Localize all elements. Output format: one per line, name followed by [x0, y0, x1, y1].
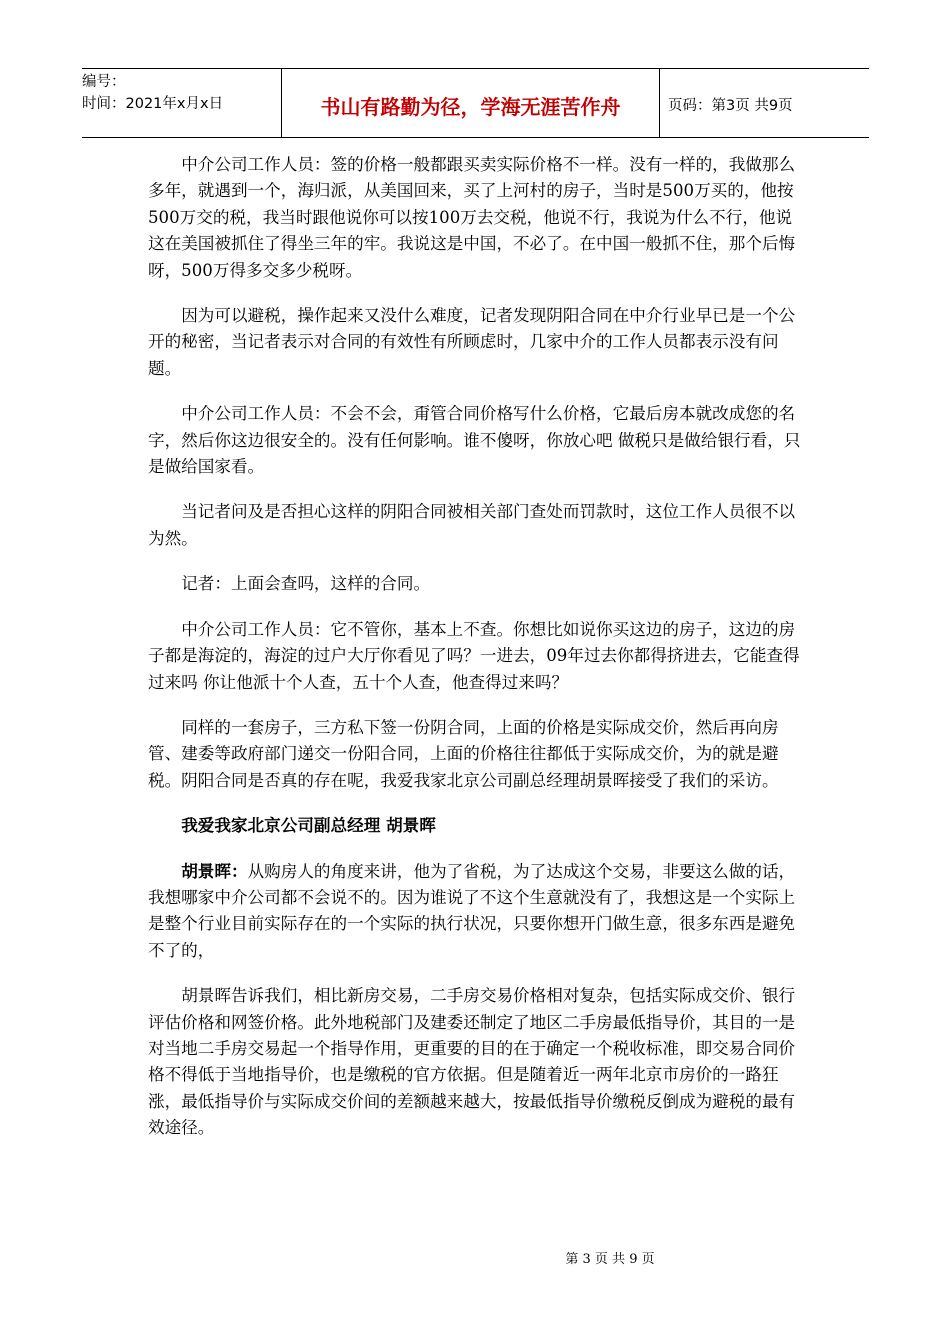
header-page-code: 页码：第3页 共9页 — [668, 97, 793, 114]
header-left-cell — [82, 69, 282, 137]
document-body — [148, 152, 808, 1161]
paragraph: 因为可以避税，操作起来又没什么难度，记者发现阴阳合同在中介行业早已是一个公开的秘密，当记者表示对合同的有效性有所顾虑时，几家中介的工作人员都表示没有问题。 — [148, 306, 796, 378]
page-footer: 第 3 页 共 9 页 — [565, 1252, 655, 1267]
paragraph: 中介公司工作人员：不会不会，甭管合同价格写什么价格，它最后房本就改成您的名字，然后你这边很安全的。没有任何影响。谁不傻呀，你放心吧 做税只是做给银行看，只是做给国家看。 — [148, 404, 801, 477]
closing-paragraph: 胡景晖告诉我们，相比新房交易，二手房交易价格相对复杂，包括实际成交价、银行评估价格和网签价格。此外地税部门及建委还制定了地区二手房最低指导价，其目的一是对当地二手房交易起一个指导作用，更重要的目的在于确定一个税收标准，即交易合同价格不得低于当地指导价，也是缴税的官方依据。但是随着近一两年北京市房价的一路狂涨，最低指导价与实际成交价间的差额越来越大，按最低指导价缴税反倒成为避税的最有效途径。 — [148, 986, 796, 1138]
paragraph: 记者：上面会查吗，这样的合同。 — [181, 574, 431, 594]
header-motto: 书山有路勤为径，学海无涯苦作舟 — [282, 69, 660, 137]
paragraph: 中介公司工作人员：它不管你，基本上不查。你想比如说你买这边的房子，这边的房子都是海淀的，海淀的过户大厅你看见了吗？一进去，09年过去你都得挤进去，它能查得过来吗 你让他派十个人查，五十个人查，他查得过来吗？ — [148, 619, 800, 692]
document-number-label: 编号： — [82, 74, 126, 90]
paragraph: 同样的一套房子，三方私下签一份阴合同，上面的价格是实际成交价，然后再向房管、建委等政府部门递交一份阳合同，上面的价格往往都低于实际成交价，为的就是避税。阴阳合同是否真的存在呢，我爱我家北京公司副总经理胡景晖接受了我们的采访。 — [148, 717, 779, 790]
paragraph: 当记者问及是否担心这样的阴阳合同被相关部门查处而罚款时，这位工作人员很不以为然。 — [148, 502, 796, 548]
page-header — [82, 68, 869, 138]
speaker-name: 胡景晖： — [181, 861, 248, 881]
speaker-text: 从购房人的角度来讲，他为了省税，为了达成这个交易，非要这么做的话，我想哪家中介公司都不会说不的。因为谁说了不这个生意就没有了，我想这是一个实际上是整个行业目前实际存在的一个实际的执行状况，只要你想开门做生意，很多东西是避免不了的， — [148, 861, 796, 960]
interview-paragraph — [148, 859, 808, 965]
document-date-label: 时间：2021年x月x日 — [82, 96, 224, 112]
section-heading: 我爱我家北京公司副总经理 胡景晖 — [181, 816, 436, 836]
paragraph: 中介公司工作人员：签的价格一般都跟买卖实际价格不一样。没有一样的，我做那么多年，就遇到一个，海归派，从美国回来，买了上河村的房子，当时是500万买的，他按500万交的税，我当时跟他说你可以按100万去交税，他说不行，我说为什么不行，他说这在美国被抓住了得坐三年的牢。我说这是中国，不必了。在中国一般抓不住，那个后悔呀，500万得多交多少税呀。 — [148, 155, 796, 280]
